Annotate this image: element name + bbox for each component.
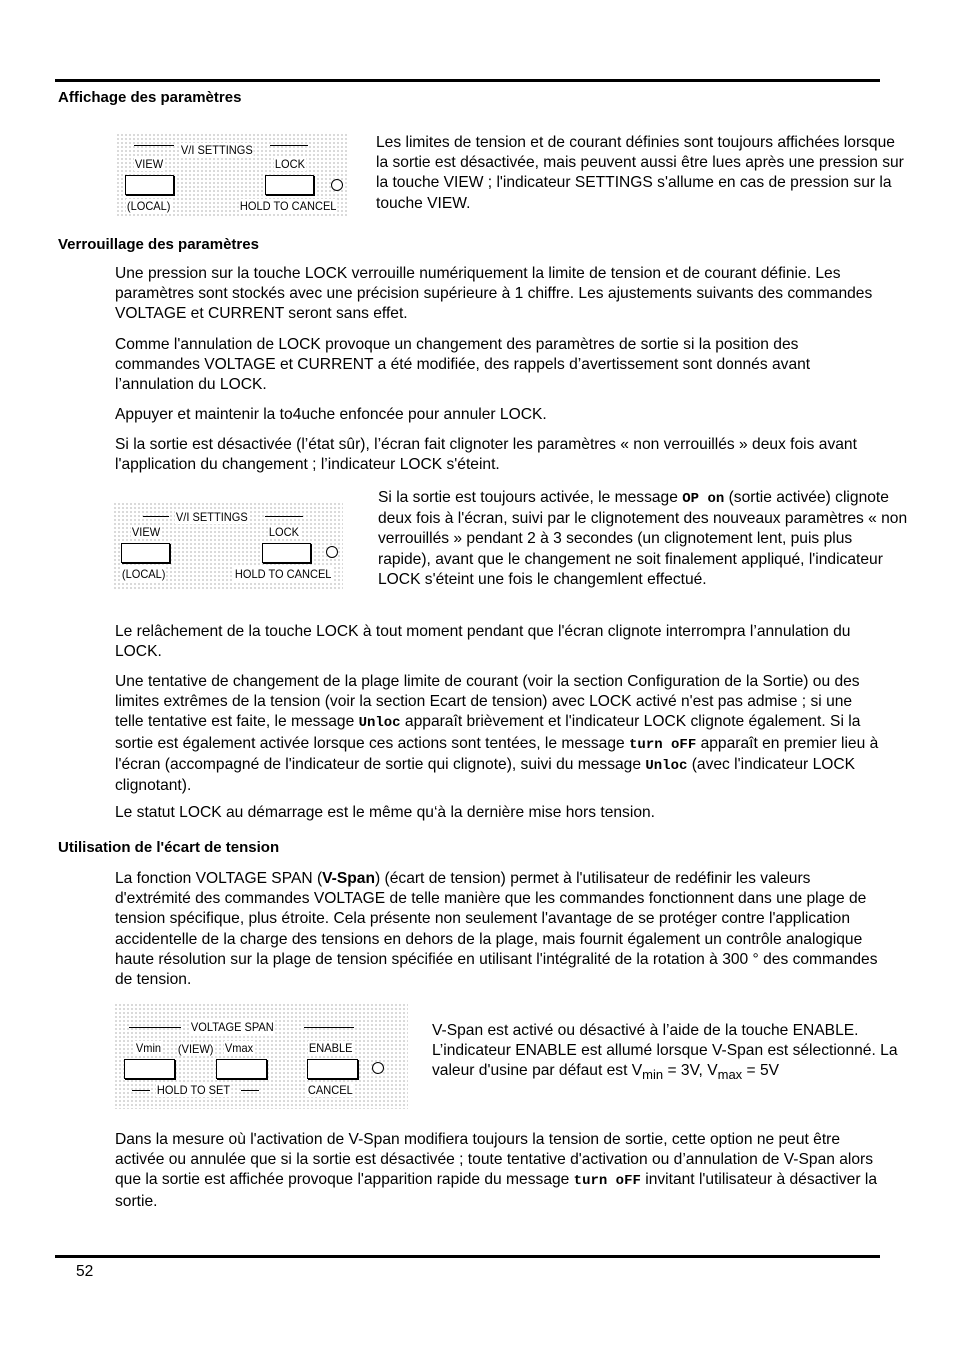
span-paragraph-2: V-Span est activé ou désactivé à l’aide de la touche ENABLE. L’indicateur ENABLE est allumé lorsque V-Span est sélectionné. La valeur d'usine par défaut est $V_{min} = 3V$, $V_{max} = 5V$ bbox=[432, 1022, 898, 1083]
panel-rule bbox=[129, 1027, 181, 1028]
span-paragraph-3: Dans la mesure où l'activation de V-Span modifiera toujours la tension de sortie, cette option ne peut être activée ou annulée que si la sortie est désactivée ; toute tentative d'activation ou d’annulation de V-Span alors que la sortie est affichée provoque l'apparition rapide du message turn oFF invitant l'utilisateur à désactiver la sortie. bbox=[115, 1131, 878, 1210]
view-label: VIEW bbox=[134, 157, 164, 171]
vmin-button bbox=[124, 1059, 175, 1079]
panel-rule bbox=[134, 145, 174, 146]
enable-button bbox=[307, 1059, 358, 1079]
cancel-label: CANCEL bbox=[307, 1083, 353, 1097]
view-button bbox=[121, 543, 170, 563]
panel-title: VOLTAGE SPAN bbox=[190, 1020, 274, 1034]
lock-paragraph-1: Une pression sur la touche LOCK verrouille numériquement la limite de tension et de courant définie. Les paramètres sont stockés avec une précision supérieure à 1 chiffre. Les ajustements suivants des commandes VOLTAGE et CURRENT seront sans effet. bbox=[115, 265, 873, 323]
span-paragraph-1: La fonction VOLTAGE SPAN (V-Span) (écart de tension) permet à l'utilisateur de redéfinir les valeurs d'extrémité des commandes VOLTAGE de telle manière que les commandes fonctionnent dans une plage de tension spécifique, plus étroite. Cela présente non seulement l'avantage de se protéger contre l'application accidentelle de la charge des tensions en dehors de la plage, mais fournit également un contrôle analogique haute résolution sur la plage de tension spécifiée en utilisant l'intégralité de la rotation à 300 ° des commandes de tension. bbox=[115, 870, 878, 989]
local-label: (LOCAL) bbox=[126, 199, 171, 213]
lock-button bbox=[265, 175, 314, 195]
message-op-on: OP on bbox=[682, 491, 725, 507]
lock-button bbox=[262, 543, 311, 563]
heading-lock: Verrouillage des paramètres bbox=[58, 236, 259, 253]
lock-paragraph-8: Le statut LOCK au démarrage est le même qu‘à la dernière mise hors tension. bbox=[115, 804, 655, 821]
message-turn-off: turn oFF bbox=[573, 1173, 641, 1190]
lock-paragraph-2: Comme l'annulation de LOCK provoque un changement des paramètres de sortie si la position des commandes VOLTAGE et CURRENT a été modifiée, des rappels d’avertissement sont donnés avant l’annulation du LOCK. bbox=[115, 336, 811, 394]
heading-span: Utilisation de l'écart de tension bbox=[58, 839, 280, 856]
lock-indicator bbox=[326, 546, 338, 558]
settings-panel-illustration bbox=[113, 502, 343, 590]
message-unloc: Unloc bbox=[645, 757, 688, 774]
enable-label: ENABLE bbox=[308, 1041, 353, 1055]
message-unloc: Unloc bbox=[358, 715, 401, 732]
panel-rule bbox=[143, 516, 169, 517]
settings-panel-illustration bbox=[116, 133, 348, 218]
view-label: VIEW bbox=[131, 525, 161, 539]
hold-to-set-label: HOLD TO SET bbox=[156, 1083, 231, 1097]
local-label: (LOCAL) bbox=[121, 567, 166, 581]
top-rule bbox=[55, 79, 880, 82]
display-paragraph: Les limites de tension et de courant définies sont toujours affichées lorsque la sortie est désactivée, mais peuvent aussi être lues après une pression sur la touche VIEW ; l'indicateur SETTINGS s'allume en cas de pression sur la touche VIEW. bbox=[376, 134, 904, 212]
panel-title: V/I SETTINGS bbox=[180, 143, 253, 157]
panel-rule bbox=[132, 1090, 150, 1091]
page-number: 52 bbox=[76, 1263, 94, 1280]
heading-display: Affichage des paramètres bbox=[58, 89, 242, 106]
panel-rule bbox=[241, 1090, 259, 1091]
voltage-span-panel-illustration bbox=[114, 1003, 408, 1109]
panel-rule bbox=[270, 145, 308, 146]
hold-to-cancel-label: HOLD TO CANCEL bbox=[234, 567, 332, 581]
panel-rule bbox=[265, 516, 303, 517]
lock-paragraph-4: Si la sortie est désactivée (l’état sûr), l’écran fait clignoter les paramètres « non verrouillés » deux fois avant l'application du changement ; l’indicateur LOCK s'éteint. bbox=[115, 436, 857, 474]
lock-indicator bbox=[331, 179, 343, 191]
lock-paragraph-6: Le relâchement de la touche LOCK à tout moment pendant que l'écran clignote interrompra l’annulation du LOCK. bbox=[115, 623, 851, 661]
view-button bbox=[125, 175, 174, 195]
lock-label: LOCK bbox=[268, 525, 299, 539]
vmax-button bbox=[216, 1059, 267, 1079]
vmin-label: Vmin bbox=[135, 1041, 162, 1055]
lock-paragraph-3: Appuyer et maintenir la to4uche enfoncée pour annuler LOCK. bbox=[115, 406, 547, 423]
message-turn-off: turn oFF bbox=[629, 736, 697, 753]
panel-rule bbox=[304, 1027, 354, 1028]
hold-to-cancel-label: HOLD TO CANCEL bbox=[239, 199, 337, 213]
view-label: (VIEW) bbox=[177, 1042, 214, 1056]
bottom-rule bbox=[55, 1255, 880, 1258]
enable-indicator bbox=[372, 1062, 384, 1074]
vmax-label: Vmax bbox=[224, 1041, 254, 1055]
lock-paragraph-7: Une tentative de changement de la plage limite de courant (voir la section Configuration de la Sortie) ou des limites extrêmes de la tension (voir la section Ecart de tension) avec LOCK activé n'est pas admise ; si une telle tentative est faite, le message Unloc apparaît brièvement et l'indicateur LOCK clignote également. Si la sortie est également activée lorsque ces actions sont tentées, le message turn oFF apparaît en premier lieu à l'écran (accompagné de l'indicateur de sortie qui clignote), suivi du message Unloc (avec l'indicateur LOCK clignotant). bbox=[115, 673, 879, 795]
panel-title: V/I SETTINGS bbox=[175, 510, 248, 524]
lock-paragraph-5: Si la sortie est toujours activée, le message OP on (sortie activée) clignote deux fois à l'écran, suivi par le clignotement des nouveaux paramètres « non verrouillés » pendant 2 à 3 secondes (un clignotement lent, puis plus rapide), avant que le changement ne soit finalement appliqué, l'indicateur LOCK s'éteint une fois le changemlent effectué. bbox=[378, 489, 908, 588]
lock-label: LOCK bbox=[274, 157, 305, 171]
